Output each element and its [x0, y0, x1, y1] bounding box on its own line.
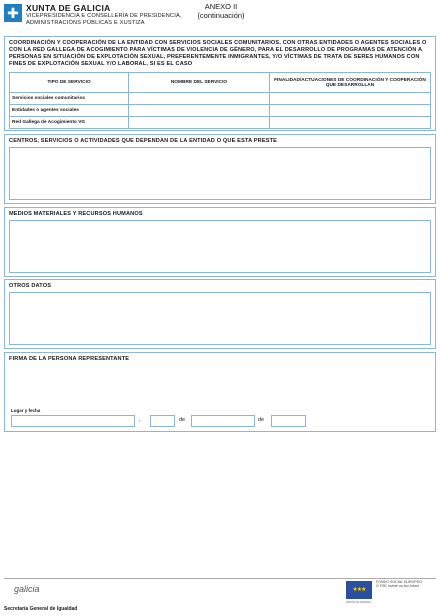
footer-divider [4, 578, 436, 579]
year-field[interactable] [271, 415, 306, 427]
coordination-title: COORDINACIÓN Y COOPERACIÓN DE LA ENTIDAD CON SERVICIOS SOCIALES COMUNITARIOS, CON OTRAS ENTIDADES O AGENTES SOCIALES O CON LA RED GALLEGA DE ACOGIMIENTO PARA VÍCTIMAS DE VIOLENCIA DE GÉNERO, PARA EL DESARROLLO DE PROGRAMAS DE ATENCIÓN A PERSONAS EN SITUACIÓN DE EXPLOTACIÓN SEXUAL, PREFERENTEMENTE INMIGRANTES, Y/O VÍCTIMAS DE TRATA DE SERES HUMANOS CON FINES DE EXPLOTACIÓN SEXUAL Y/O LABORAL, SI ES EL CASO [9, 40, 427, 67]
column-header-nombre: NOMBRE DEL SERVICIO [129, 73, 270, 93]
department-name [26, 13, 196, 26]
de-separator-1: de [179, 417, 186, 423]
signature-title: FIRMA DE LA PERSONA REPRESENTANTE [9, 356, 130, 362]
month-field[interactable] [191, 415, 255, 427]
annex-subtitle: (continuación) [197, 10, 245, 20]
department-line-1: VICEPRESIDENCIA E CONSELLERÍA DE PRESIDENCIA, [26, 13, 182, 19]
eu-label: UNIÓN EUROPEA [346, 600, 372, 604]
table-row [10, 93, 431, 105]
brand-name: XUNTA DE GALICIA [26, 3, 111, 13]
annex-label [196, 3, 246, 20]
nombre-cell[interactable] [129, 105, 270, 117]
nombre-cell[interactable] [129, 93, 270, 105]
other-textarea[interactable] [9, 292, 431, 345]
resources-title: MEDIOS MATERIALES Y RECURSOS HUMANOS [9, 211, 143, 217]
department-line-2: ADMINISTRACIÓNS PÚBLICAS E XUSTIZA [26, 19, 145, 26]
row-label: Entidades o agentes sociales [10, 105, 129, 117]
finalidad-cell[interactable] [270, 117, 431, 129]
resources-textarea[interactable] [9, 220, 431, 273]
table-row [10, 117, 431, 129]
nombre-cell[interactable] [129, 117, 270, 129]
coordination-table [9, 72, 431, 129]
centers-textarea[interactable] [9, 147, 431, 200]
row-label: Servicios sociales comunitarios [10, 93, 129, 105]
annex-title: ANEXO II [204, 2, 238, 11]
day-field[interactable] [150, 415, 175, 427]
place-date-label: Lugar y fecha [11, 408, 41, 413]
centers-title: CENTROS, SERVICIOS O ACTIVIDADES QUE DEPENDAN DE LA ENTIDAD O QUE ESTA PRESTE [9, 138, 278, 144]
column-header-tipo: TIPO DE SERVICIO [10, 73, 129, 93]
table-row [10, 105, 431, 117]
other-title: OTROS DATOS [9, 283, 52, 289]
column-header-finalidad: FINALIDAD/ACTUACIONES DE COORDINACIÓN Y COOPERACIÓN QUE DESARROLLAN [270, 73, 431, 93]
esf-label [376, 580, 432, 589]
secretariat-name: Secretaría General de Igualdad [4, 606, 78, 612]
esf-line-1: FONDO SOCIAL EUROPEO [376, 580, 422, 584]
stars-icon: ★★★ [352, 587, 366, 593]
galicia-logo: galicia [14, 584, 40, 594]
de-separator-2: de [258, 417, 265, 423]
finalidad-cell[interactable] [270, 93, 431, 105]
comma-separator: , [139, 417, 141, 423]
finalidad-cell[interactable] [270, 105, 431, 117]
cross-icon: ✚ [7, 5, 19, 21]
esf-line-2: O FSE inviste no teu futuro [376, 584, 420, 589]
row-label: Red Gallega de Acogimiento VG [10, 117, 129, 129]
place-field[interactable] [11, 415, 135, 427]
